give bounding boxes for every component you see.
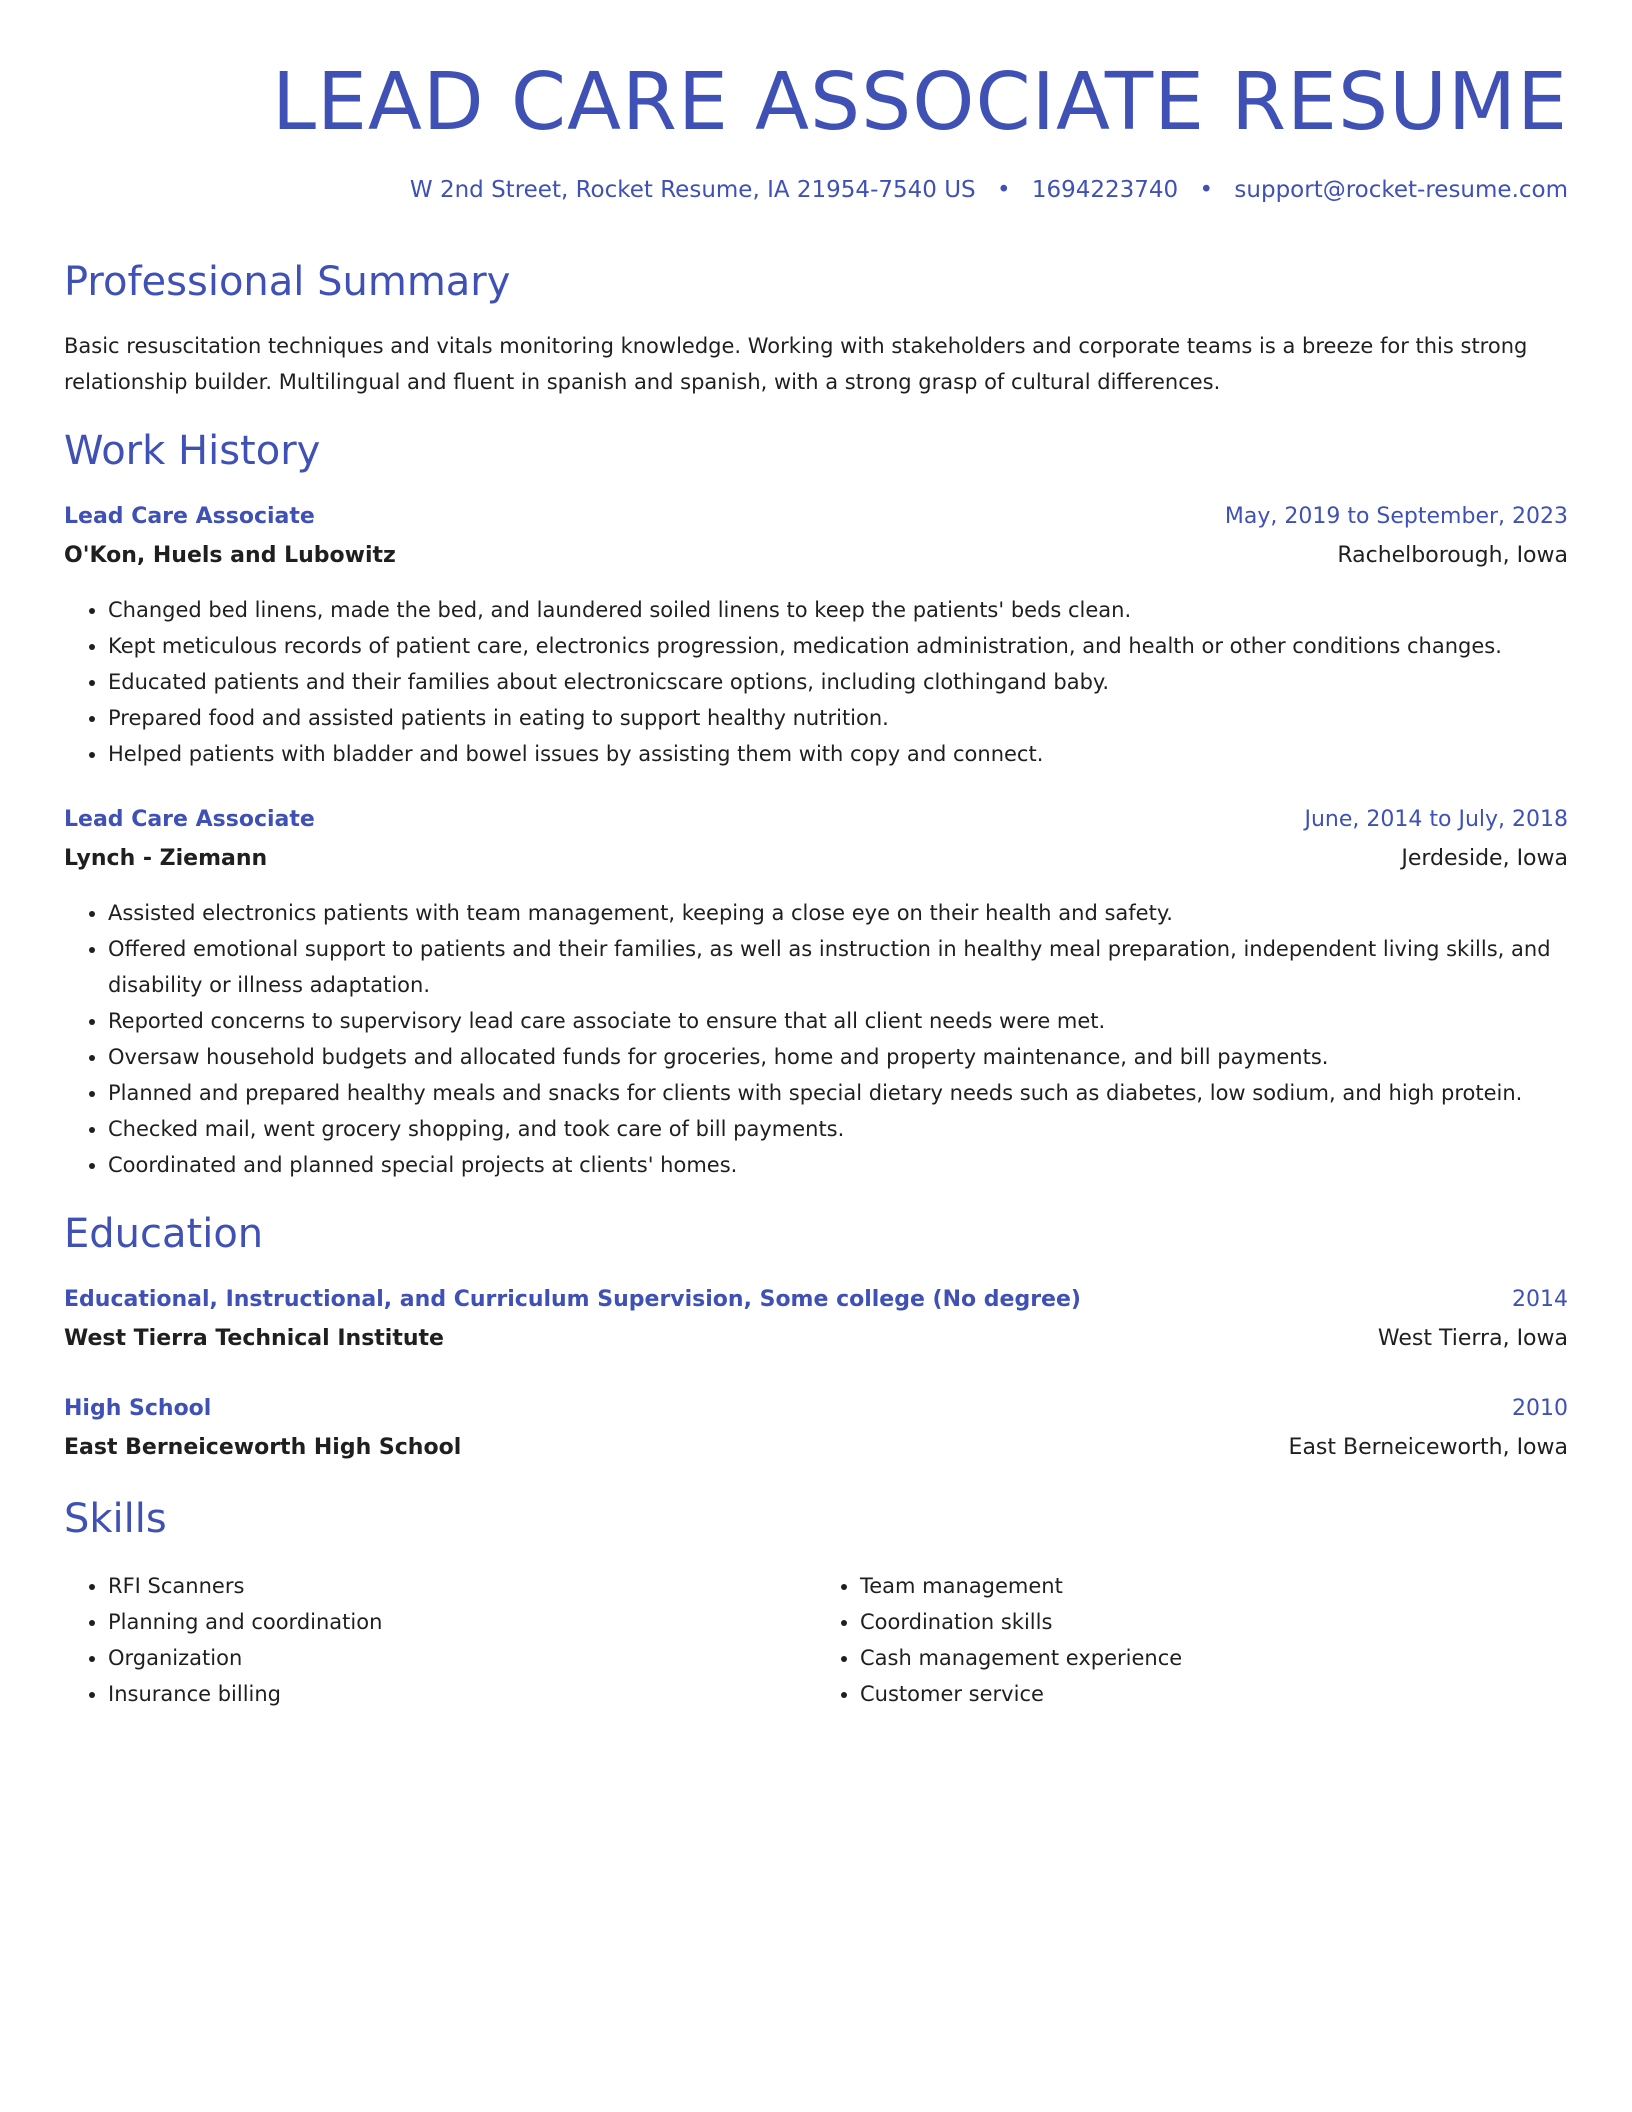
skills-list <box>64 1568 1568 1712</box>
list-item: • Helped patients with bladder and bowel issues by assisting them with copy and connect. <box>108 736 1568 772</box>
list-item: • Coordinated and planned special projects at clients' homes. <box>108 1147 1568 1183</box>
contact-separator: • <box>1199 177 1214 203</box>
education-school: West Tierra Technical Institute <box>64 1326 444 1351</box>
job-location: Jerdeside, Iowa <box>1401 846 1568 871</box>
job-company: O'Kon, Huels and Lubowitz <box>64 543 396 568</box>
summary-heading: Professional Summary <box>64 259 511 305</box>
job-title: Lead Care Associate <box>64 807 315 832</box>
list-item: • Customer service <box>860 1676 1568 1712</box>
list-item: • Kept meticulous records of patient care, electronics progression, medication administration, and health or other conditions changes. <box>108 628 1568 664</box>
skills-heading: Skills <box>64 1496 167 1542</box>
job-company: Lynch - Ziemann <box>64 846 268 871</box>
education-entry <box>64 1281 1568 1359</box>
education-school: East Berneiceworth High School <box>64 1435 462 1460</box>
skills-section <box>64 1495 1568 1543</box>
work-heading: Work History <box>64 428 321 474</box>
education-entry <box>64 1390 1568 1468</box>
list-item: • Changed bed linens, made the bed, and laundered soiled linens to keep the patients' beds clean. <box>108 592 1568 628</box>
contact-email[interactable]: support@rocket-resume.com <box>1234 177 1568 203</box>
list-item: • Assisted electronics patients with team management, keeping a close eye on their health and safety. <box>108 895 1568 931</box>
list-item: • Checked mail, went grocery shopping, and took care of bill payments. <box>108 1111 1568 1147</box>
job-entry <box>64 801 1568 879</box>
job-dates: May, 2019 to September, 2023 <box>1224 504 1568 529</box>
job-bullets <box>64 895 1568 1183</box>
summary-section <box>64 258 1568 306</box>
list-item: • Reported concerns to supervisory lead care associate to ensure that all client needs were met. <box>108 1003 1568 1039</box>
list-item: • Offered emotional support to patients and their families, as well as instruction in healthy meal preparation, independent living skills, and disability or illness adaptation. <box>108 931 1568 1003</box>
job-bullets <box>64 592 1568 772</box>
job-title: Lead Care Associate <box>64 504 315 529</box>
skills-column-left <box>64 1568 816 1712</box>
skills-column-right <box>816 1568 1568 1712</box>
list-item: • Team management <box>860 1568 1568 1604</box>
list-item: • Cash management experience <box>860 1640 1568 1676</box>
summary-text: Basic resuscitation techniques and vitals monitoring knowledge. Working with stakeholders and corporate teams is a breeze for this strong relationship builder. Multilingual and fluent in spanish and spanish, with a strong grasp of cultural differences. <box>64 334 1528 394</box>
education-location: East Berneiceworth, Iowa <box>1288 1435 1568 1460</box>
education-heading: Education <box>64 1211 264 1257</box>
education-year: 2014 <box>1512 1287 1568 1312</box>
list-item: • Planning and coordination <box>108 1604 816 1640</box>
list-item: • Educated patients and their families about electronicscare options, including clothingand baby. <box>108 664 1568 700</box>
education-year: 2010 <box>1512 1396 1568 1421</box>
contact-separator: • <box>996 177 1011 203</box>
list-item: • Oversaw household budgets and allocated funds for groceries, home and property maintenance, and bill payments. <box>108 1039 1568 1075</box>
summary-body <box>64 328 1568 400</box>
education-degree: High School <box>64 1396 212 1421</box>
work-section <box>64 427 1568 475</box>
contact-phone[interactable]: 1694223740 <box>1031 177 1179 203</box>
education-degree: Educational, Instructional, and Curriculum Supervision, Some college (No degree) <box>64 1287 1081 1312</box>
job-entry <box>64 498 1568 576</box>
list-item: • Insurance billing <box>108 1676 816 1712</box>
education-section <box>64 1210 1568 1258</box>
contact-address: W 2nd Street, Rocket Resume, IA 21954-7540 US <box>409 177 976 203</box>
list-item: • Organization <box>108 1640 816 1676</box>
job-dates: June, 2014 to July, 2018 <box>1304 807 1568 832</box>
job-location: Rachelborough, Iowa <box>1337 543 1568 568</box>
list-item: • RFI Scanners <box>108 1568 816 1604</box>
list-item: • Coordination skills <box>860 1604 1568 1640</box>
list-item: • Planned and prepared healthy meals and snacks for clients with special dietary needs such as diabetes, low sodium, and high protein. <box>108 1075 1568 1111</box>
resume-title: LEAD CARE ASSOCIATE RESUME <box>271 56 1568 148</box>
education-location: West Tierra, Iowa <box>1377 1326 1568 1351</box>
contact-line <box>64 174 1568 206</box>
list-item: • Prepared food and assisted patients in eating to support healthy nutrition. <box>108 700 1568 736</box>
